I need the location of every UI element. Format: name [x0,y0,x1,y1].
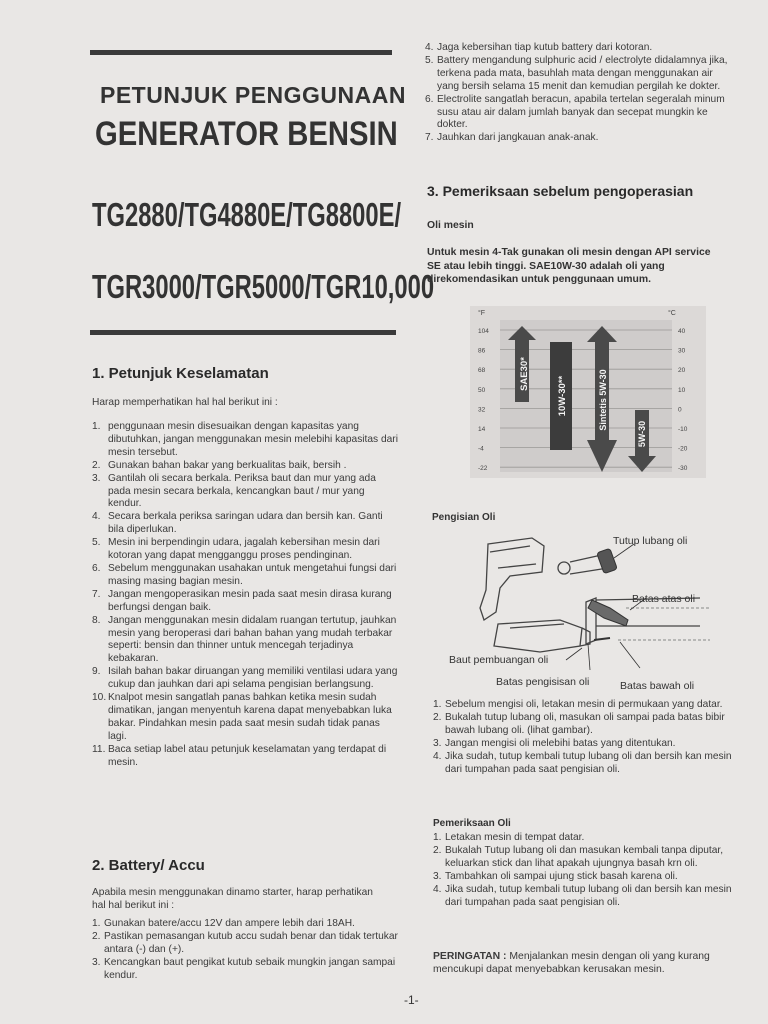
list-item: 2. Bukalah tutup lubang oli, masukan oli sampai pada batas bibir bawah lubang oli. (lihat gambar). [433,711,725,736]
list-item: 4. Jika sudah, tutup kembali tutup lubang oli dan bersih kan mesin dari tumpahan pada saat pengisian oli. [433,883,732,908]
list-item: 2. Pastikan pemasangan kutub accu sudah benar dan tidak tertukar antara (-) dan (+). [92,930,398,955]
title-line-1: PETUNJUK PENGGUNAAN [100,82,406,108]
f-tick-label: 50 [478,386,486,394]
list-item: 7. Jauhkan dari jangkauan anak-anak. [425,132,599,144]
c-tick-label: 0 [678,406,682,414]
list-item: 1. penggunaan mesin disesuaikan dengan kapasitas yang dibutuhkan, jangan menggunakan mesin melebihi kapasitas dari mesin tersebut. [92,421,398,458]
c-tick-label: 10 [678,386,686,394]
bar-label-5w30: 5W-30 [637,420,647,448]
list-item: 1. Letakan mesin di tempat datar. [433,832,585,843]
list-item: 4. Jika sudah, tutup kembali tutup lubang oli dan bersih kan mesin dari tumpahan pada saat pengisian oli. [433,750,732,775]
c-tick-label: -20 [678,445,688,453]
title-bottom-rule [90,330,396,335]
oil-fill-list [433,699,738,776]
list-item: 6. Sebelum menggunakan usahakan untuk mengetahui fungsi dari masing masing bagian mesin. [92,562,397,587]
list-item: 6. Electrolite sangatlah beracun, apabila tertelan segeralah minum susu atau air dalam jumlah banyak dan secepat mungkin ke dokter. [425,93,725,131]
label-fill-limit: Batas pengisisan oli [496,676,590,688]
title-line-2: GENERATOR BENSIN [95,115,398,153]
bar-label-sae30: SAE30* [519,357,530,391]
c-tick-label: -30 [678,465,688,473]
fill-heading: Pengisian Oli [432,512,496,523]
c-tick-label: 30 [678,347,686,355]
list-item: 3. Tambahkan oli sampai ujung stick basah karena oli. [433,870,678,882]
list-item: 1. Sebelum mengisi oli, letakan mesin di permukaan yang datar. [433,699,723,710]
f-tick-label: 86 [478,347,486,355]
label-lower-limit: Batas bawah oli [620,680,695,692]
f-tick-label: -22 [478,465,488,473]
page-number: -1- [404,993,419,1007]
bar-label-sintetis: Sintetis 5W-30 [598,369,608,431]
oil-heading: Oli mesin [427,220,474,231]
section-2-heading: 2. Battery/ Accu [92,857,205,874]
list-item: 3. Gantilah oli secara berkala. Periksa baut dan mur yang ada pada mesin secara berkala, kencangkan baut / mur yang kendur. [92,472,376,510]
f-tick-label: 14 [478,426,486,433]
oil-check-list [433,832,738,909]
section-1-intro: Harap memperhatikan hal hal berikut ini : [92,397,278,408]
list-item: 2. Bukalah Tutup lubang oli dan masukan kembali tanpa diputar, keluarkan stick dan lihat apakah ujungnya basah krn oli. [433,844,724,869]
section-3-heading: 3. Pemeriksaan sebelum pengoperasian [427,183,694,199]
list-item: 9. Isilah bahan bakar diruangan yang memiliki ventilasi udara yang cukup dan jauhkan dari api selama pengisian berlangsung. [92,666,398,691]
c-tick-label: 40 [678,328,686,335]
section-1-heading: 1. Petunjuk Keselamatan [92,365,269,382]
label-oil-cap: Tutup lubang oli [613,535,688,547]
label-drain-bolt: Baut pembuangan oli [449,654,549,666]
list-item: 5. Battery mengandung sulphuric acid / electrolyte didalamnya jika, terkena pada mata, basuhlah mata dengan menggunakan air yang bersih selama 15 menit dan kemudian pergilah ke dokter. [425,54,728,92]
check-heading: Pemeriksaan Oli [433,818,511,829]
label-upper-limit: Batas atas oli [632,593,696,605]
list-item: 4. Secara berkala periksa saringan udara dan bersih kan. Ganti bila diperlukan. [92,511,383,536]
warning-label: PERINGATAN : [433,951,507,962]
c-tick-label: -10 [678,426,688,433]
list-item: 4. Jaga kebersihan tiap kutub battery dari kotoran. [425,42,653,53]
oil-viscosity-chart [470,306,706,478]
warning [433,950,743,977]
section-2-intro: Apabila mesin menggunakan dinamo starter, harap perhatikan hal hal berikut ini : [92,887,373,912]
list-item: 3. Kencangkan baut pengikat kutub sebaik mungkin jangan sampai kendur. [92,956,396,981]
model-list-1: TG2880/TG4880E/TG8800E/ [92,196,402,233]
list-item: 2. Gunakan bahan bakar yang berkualitas baik, bersih . [92,459,347,471]
battery-list-a [92,918,404,983]
list-item: 5. Mesin ini berpendingin udara, jagalah kebersihan mesin dari kotoran yang dapat mengganggu proses pendinginan. [92,537,380,562]
list-item: 7. Jangan mengoperasikan mesin pada saat mesin dirasa kurang berfungsi dengan baik. [92,588,392,613]
list-item: 8. Jangan menggunakan mesin didalam ruangan tertutup, jauhkan mesin yang beroperasi dari bahan bahan yang mudah terbakar seperti: bensin dan thinner untuk mencegah terjadinya kebakaran. [92,614,397,665]
warning-text: Menjalankan mesin dengan oli yang kurang mencukupi dapat menyebabkan kerusakan mesin. [433,951,710,976]
f-unit: °F [478,310,486,317]
list-item: 3. Jangan mengisi oli melebihi batas yang ditentukan. [433,737,676,749]
list-item: 11. Baca setiap label atau petunjuk keselamatan yang terdapat di mesin. [92,743,387,768]
list-item: 10. Knalpot mesin sangatlah panas bahkan ketika mesin sudah dimatikan, jangan menyentuh karena dapat menyebabkan luka bakar. Pindahkan mesin pada saat mesin sudah tidak panas lagi. [92,692,392,742]
f-tick-label: -4 [478,445,484,453]
c-unit: °C [668,310,676,317]
c-tick-label: 20 [678,367,686,375]
f-tick-label: 68 [478,367,486,375]
f-tick-label: 32 [478,406,486,414]
f-tick-label: 104 [478,328,489,335]
top-rule [90,50,392,55]
bar-label-10w30: 10W-30** [557,375,568,417]
model-list-2: TGR3000/TGR5000/TGR10,000 [92,268,435,305]
list-item: 1. Gunakan batere/accu 12V dan ampere lebih dari 18AH. [92,918,355,929]
safety-list [92,421,400,769]
oil-text: Untuk mesin 4-Tak gunakan oli mesin dengan API service SE atau lebih tinggi. SAE10W-30 adalah oli yang direkomendasikan untuk penggunaan umum. [427,247,711,286]
battery-list-b [425,42,735,145]
